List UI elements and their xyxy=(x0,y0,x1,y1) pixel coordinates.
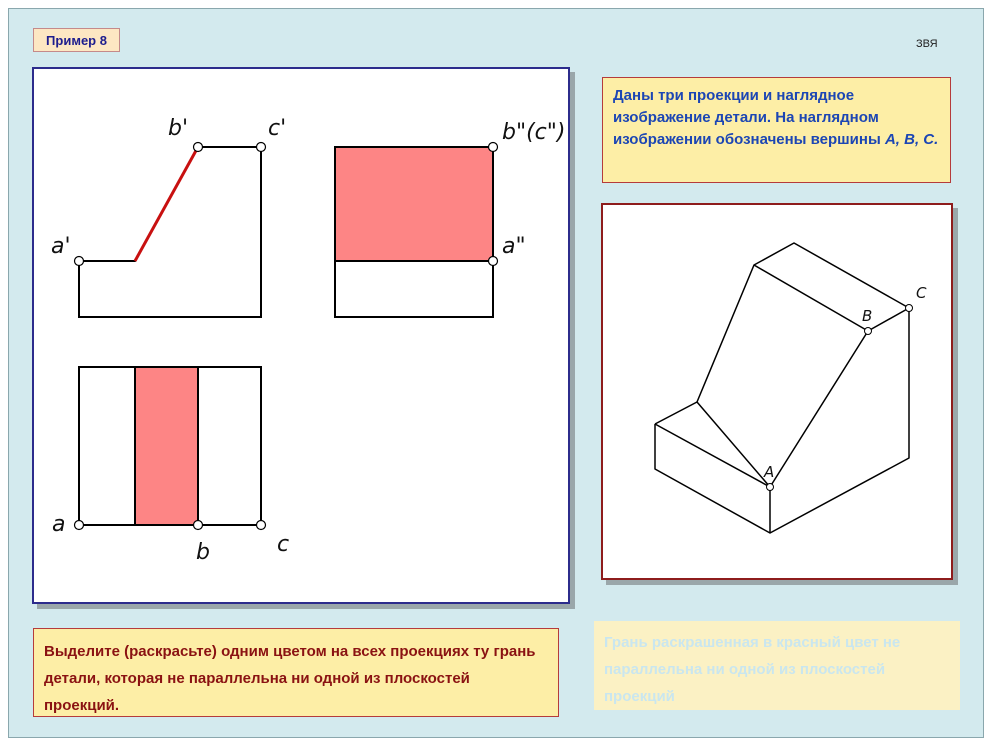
isometric-part xyxy=(655,243,913,533)
point-b-top xyxy=(194,521,203,530)
front-view-inclined-edge xyxy=(135,147,198,261)
answer-box xyxy=(594,621,960,710)
label-b-top: b xyxy=(196,540,210,565)
point-b-front xyxy=(194,143,203,152)
point-c-front xyxy=(257,143,266,152)
point-b-iso xyxy=(865,328,872,335)
side-view-highlight-face xyxy=(335,147,493,261)
example-label xyxy=(33,28,120,52)
answer-text: Грань раскрашенная в красный цвет не параллельна ни одной из плоскостей проекций xyxy=(604,634,901,705)
side-view xyxy=(335,143,498,318)
point-a-side xyxy=(489,257,498,266)
info-vertices: A, B, C. xyxy=(884,131,939,148)
task-text: Выделите (раскрасьте) одним цветом на всех проекциях ту грань детали, которая не параллельна ни одной из плоскостей проекций. xyxy=(44,643,536,714)
label-c-iso: C xyxy=(916,284,927,302)
example-label-text: Пример 8 xyxy=(46,32,107,48)
isometric-drawing xyxy=(603,205,951,578)
top-view-highlight-face xyxy=(135,367,198,525)
label-a-side: a" xyxy=(502,234,526,259)
info-box xyxy=(602,77,951,183)
point-a-top xyxy=(75,521,84,530)
front-view xyxy=(75,143,266,318)
label-a-front: a' xyxy=(51,234,71,259)
point-bc-side xyxy=(489,143,498,152)
projections-drawing xyxy=(34,69,568,602)
iso-edge-slope-top xyxy=(697,243,909,402)
task-box xyxy=(33,628,559,717)
projections-panel xyxy=(32,67,570,604)
label-bc-side: b"(c") xyxy=(502,120,566,145)
label-c-top: c xyxy=(277,532,290,557)
isometric-panel xyxy=(601,203,953,580)
author-initials: ЗВЯ xyxy=(916,38,938,50)
isometric-outline xyxy=(655,308,909,533)
iso-edge-base-top xyxy=(655,424,770,487)
top-view xyxy=(75,367,266,530)
point-a-front xyxy=(75,257,84,266)
label-a-top: a xyxy=(52,512,66,537)
label-b-iso: B xyxy=(862,307,873,325)
front-view-outline xyxy=(79,147,261,317)
point-a-iso xyxy=(767,484,774,491)
point-c-iso xyxy=(906,305,913,312)
label-b-front: b' xyxy=(168,116,189,141)
point-c-top xyxy=(257,521,266,530)
info-text: Даны три проекции и наглядное изображение детали. На наглядном изображении обозначены вершины xyxy=(613,87,881,148)
label-a-iso: A xyxy=(764,463,775,481)
label-c-front: c' xyxy=(268,116,287,141)
